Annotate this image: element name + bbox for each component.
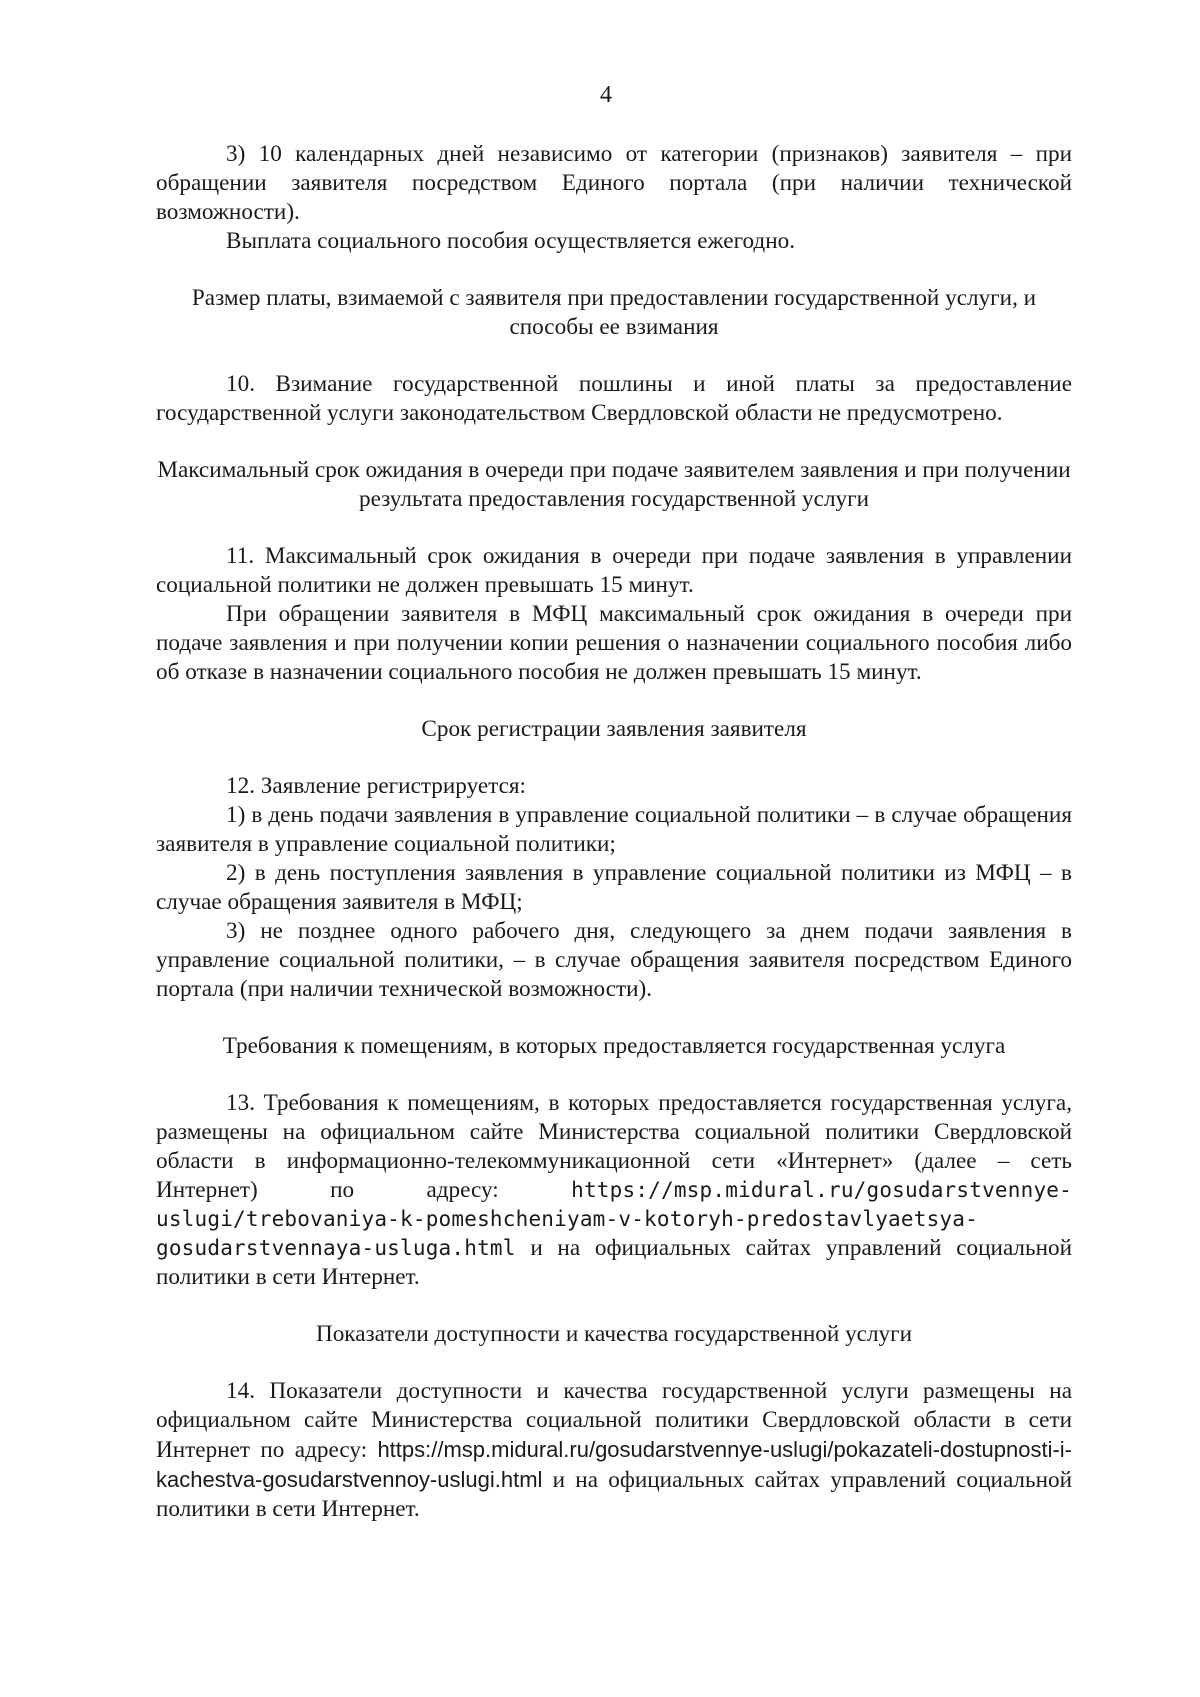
quality-indicators-url: https://msp.midural.ru/gosudarstvennye-uslugi/pokazateli-dostupnosti-i-kachestva-gosudarstvennoy-uslugi.html (156, 1437, 1072, 1492)
paragraph-11-mfc: При обращении заявителя в МФЦ максимальный срок ожидания в очереди при подаче заявления и при получении копии решения о назначении социального пособия либо об отказе в назначении социального пособия не должен превышать 15 минут. (156, 601, 1072, 685)
section-heading-premises: Требования к помещениям, в которых предоставляется государственная услуга (222, 1033, 1006, 1059)
paragraph-13-text: 13. Требования к помещениям, в которых предоставляется государственная услуга, размещены на официальном сайте Министерства социальной политики Свердловской области в информационно-телекоммуникационной сети «Интернет» (далее – сеть Интернет) по адресу: (156, 1090, 1072, 1203)
page-number: 4 (600, 82, 612, 108)
paragraph-11: 11. Максимальный срок ожидания в очереди при подаче заявления в управлении социальной политики не должен превышать 15 минут. (156, 543, 1072, 598)
paragraph-item-3-term: 3) 10 календарных дней независимо от категории (признаков) заявителя – при обращении заявителя посредством Единого портала (при наличии технической возможности). (156, 141, 1072, 225)
list-item-12-3: 3) не позднее одного рабочего дня, следующего за днем подачи заявления в управление социальной политики, – в случае обращения заявителя посредством Единого портала (при наличии технической возможности). (156, 918, 1072, 1002)
paragraph-10: 10. Взимание государственной пошлины и иной платы за предоставление государственной услуги законодательством Свердловской области не предусмотрено. (156, 371, 1072, 426)
paragraph-14-text: 14. Показатели доступности и качества государственной услуги размещены на официальном сайте Министерства социальной политики Свердловской области в сети Интернет по адресу: (156, 1378, 1072, 1463)
paragraph-13 (156, 1089, 1072, 1292)
section-heading-quality: Показатели доступности и качества государственной услуги (315, 1321, 913, 1347)
paragraph-payment-frequency: Выплата социального пособия осуществляется ежегодно. (226, 228, 796, 254)
paragraph-14-tail: и на официальных сайтах управлений социальной политики в сети Интернет. (156, 1467, 1072, 1522)
premises-requirements-url: https://msp.midural.ru/gosudarstvennye-uslugi/trebovaniya-k-pomeshcheniyam-v-kotoryh-predostavlyaetsya-gosudarstvennaya-usluga.html (156, 1178, 1072, 1260)
paragraph-14 (156, 1377, 1072, 1524)
section-heading-queue: Максимальный срок ожидания в очереди при подаче заявителем заявления и при получении результата предоставления государственной услуги (157, 457, 1071, 512)
paragraph-13-tail: и на официальных сайтах управлений социальной политики в сети Интернет. (156, 1235, 1072, 1290)
paragraph-12: 12. Заявление регистрируется: (226, 773, 526, 799)
list-item-12-2: 2) в день поступления заявления в управление социальной политики из МФЦ – в случае обращения заявителя в МФЦ; (156, 860, 1072, 915)
list-item-12-1: 1) в день подачи заявления в управление социальной политики – в случае обращения заявителя в управление социальной политики; (156, 802, 1072, 857)
document-body (156, 140, 1072, 1524)
section-heading-registration: Срок регистрации заявления заявителя (421, 716, 807, 742)
section-heading-fee: Размер платы, взимаемой с заявителя при предоставлении государственной услуги, и способы ее взимания (191, 285, 1037, 340)
